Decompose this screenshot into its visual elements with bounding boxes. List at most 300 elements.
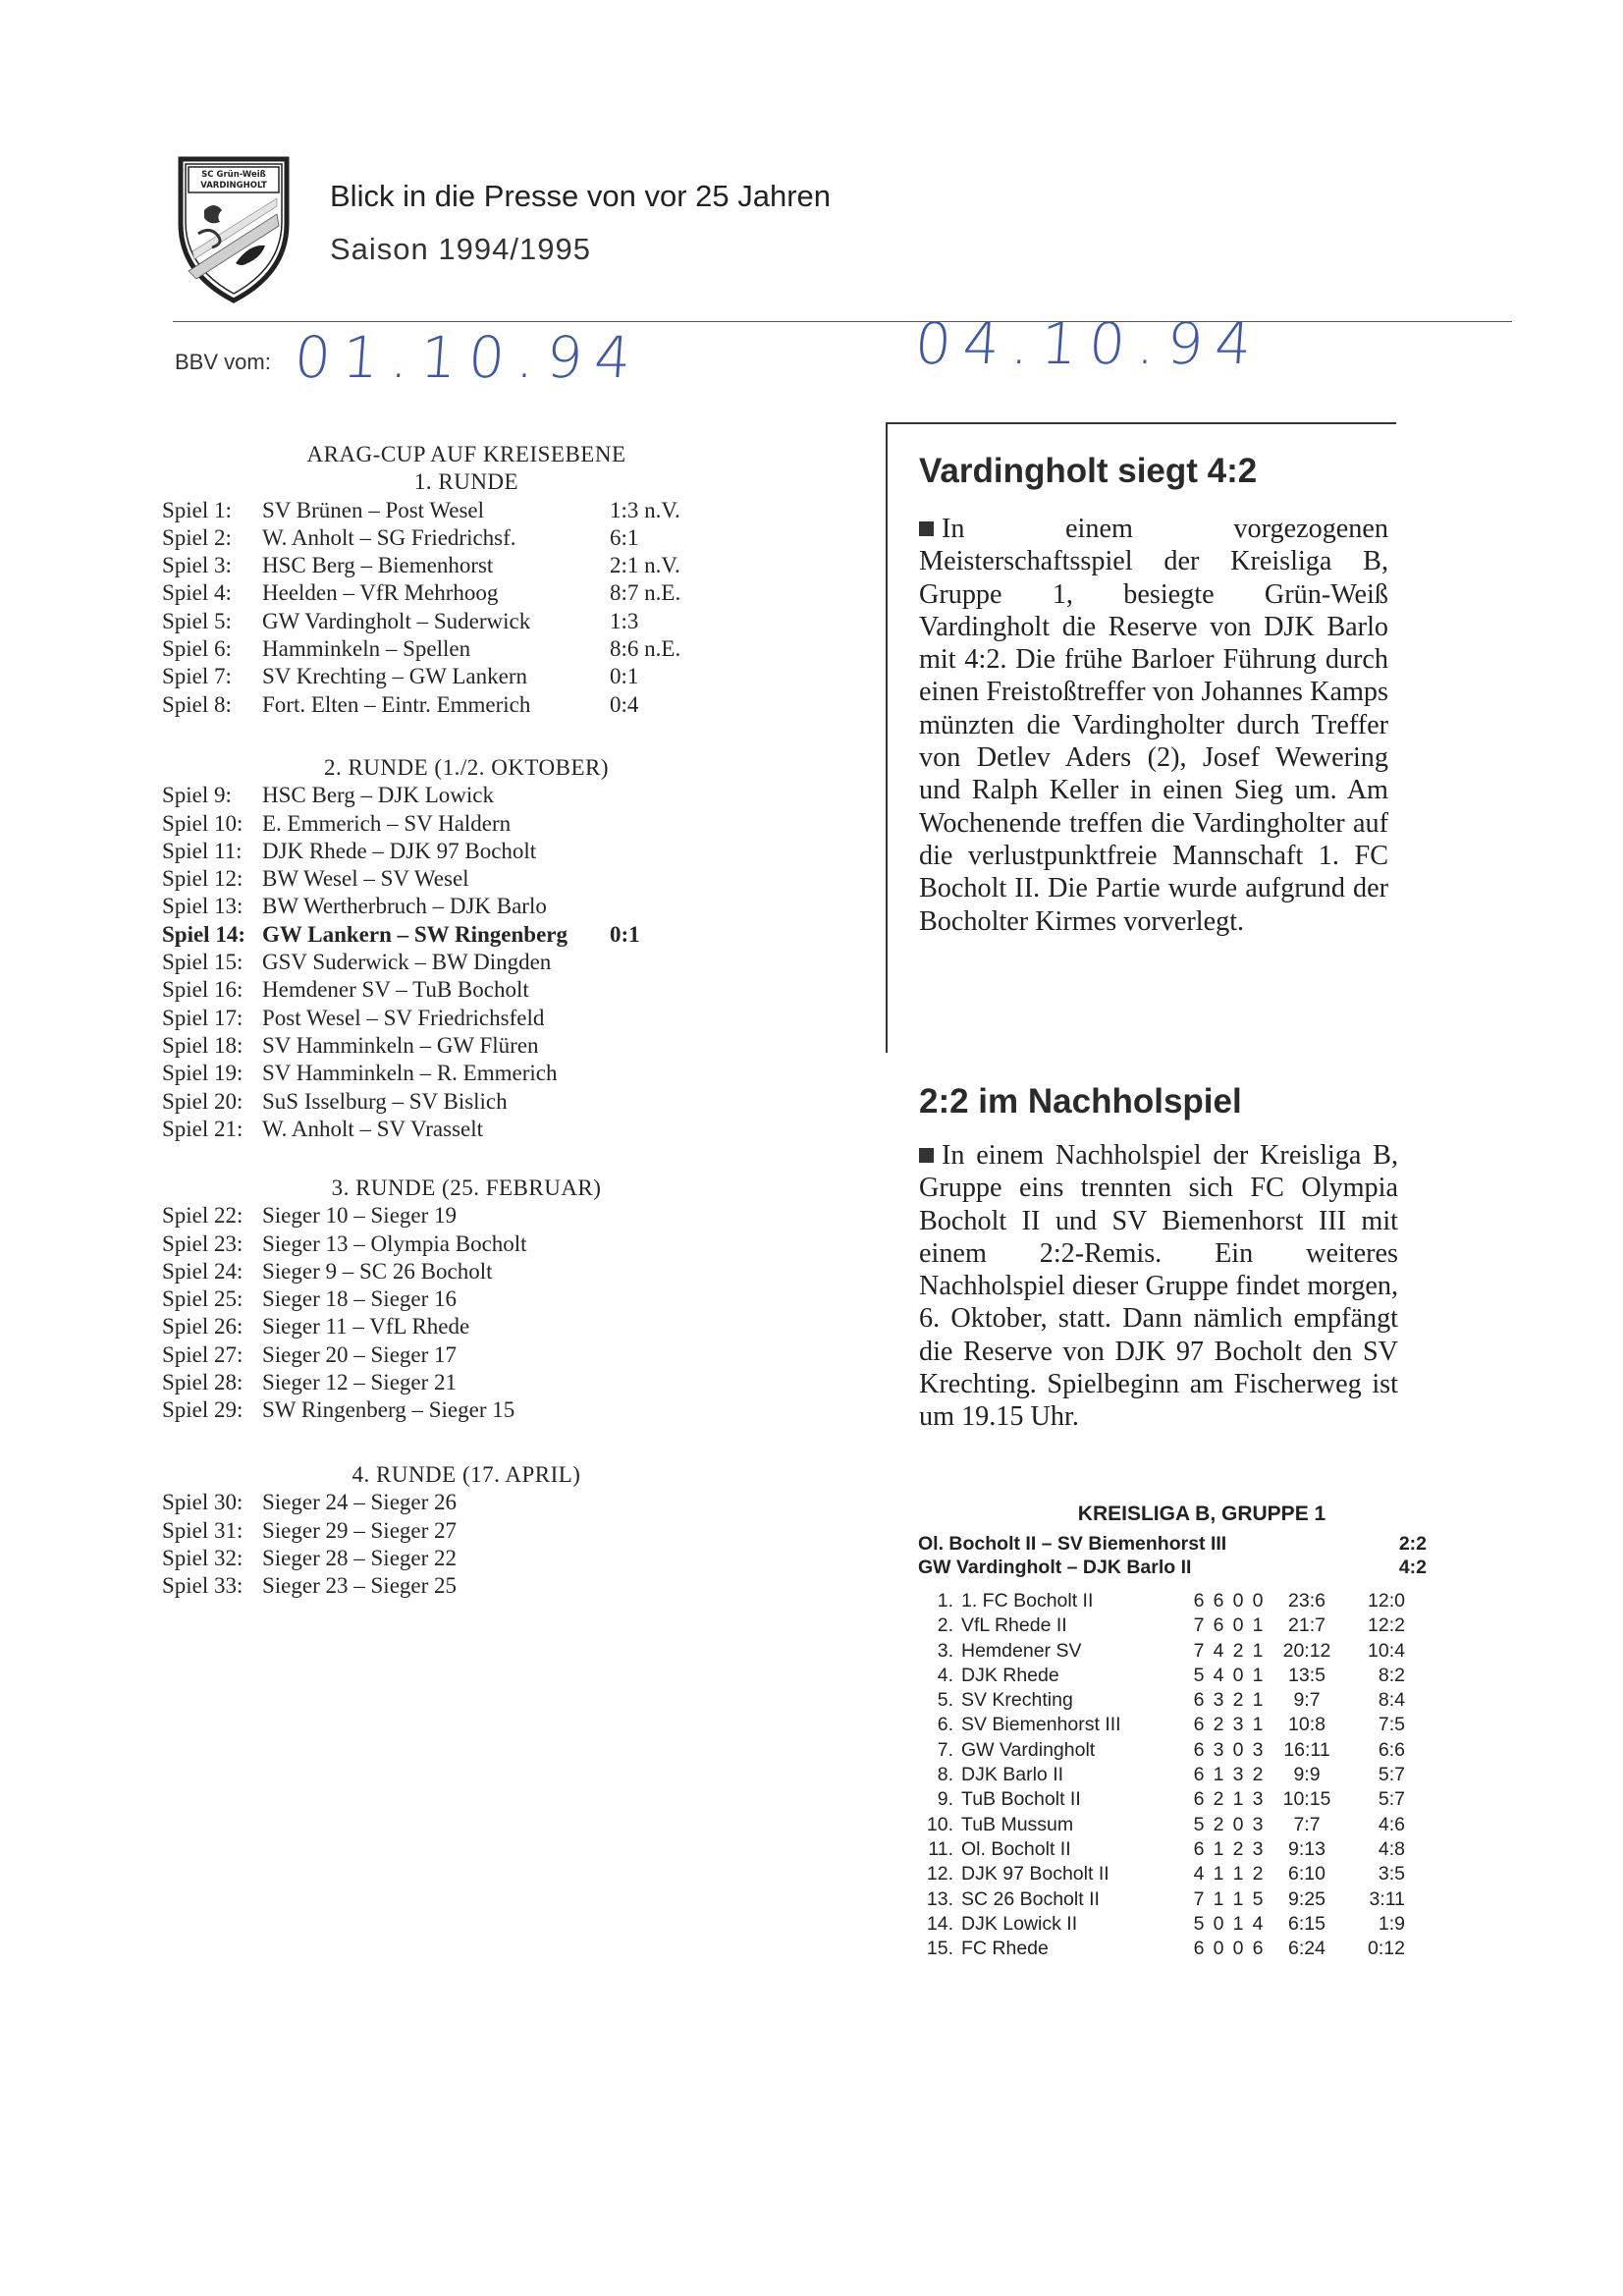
fixture-result — [610, 1517, 712, 1545]
fixture-label: Spiel 30: — [162, 1490, 243, 1515]
standing-wins: 1 — [1213, 1837, 1224, 1860]
standing-rank: 1. — [937, 1590, 953, 1612]
fixture-teams: Sieger 13 – Olympia Bocholt — [262, 1230, 527, 1256]
standing-losses: 3 — [1252, 1837, 1264, 1860]
fixture-teams: Sieger 11 – VfL Rhede — [262, 1314, 470, 1339]
fixture-row — [162, 1545, 712, 1572]
table-row — [918, 1837, 1427, 1862]
table-row — [918, 1862, 1427, 1886]
fixture-row — [162, 1202, 712, 1230]
fixture-result — [610, 1341, 712, 1369]
fixture-teams: Hemdener SV – TuB Bocholt — [262, 977, 529, 1003]
article-1-body — [919, 513, 1388, 938]
standing-team: DJK 97 Bocholt II — [961, 1863, 1109, 1886]
fixture-label: Spiel 4: — [162, 580, 232, 606]
fixture-label: Spiel 8: — [162, 691, 232, 717]
standing-draws: 0 — [1232, 1738, 1244, 1761]
standing-rank: 13. — [926, 1887, 953, 1910]
fixture-row — [162, 579, 712, 607]
fixture-label: Spiel 13: — [162, 894, 243, 919]
article-1-headline: Vardingholt siegt 4:2 — [919, 452, 1258, 490]
fixture-teams: Sieger 20 – Sieger 17 — [262, 1341, 458, 1367]
standing-team: SV Krechting — [961, 1689, 1073, 1712]
crest-text-line2: VARDINGHOLT — [200, 181, 267, 191]
standing-draws: 0 — [1232, 1813, 1244, 1835]
fixture-label: Spiel 3: — [162, 553, 232, 578]
fixture-teams: Sieger 24 – Sieger 26 — [262, 1490, 458, 1515]
fixture-row — [162, 663, 712, 690]
standing-losses: 1 — [1252, 1664, 1264, 1686]
standing-wins: 1 — [1213, 1764, 1224, 1786]
standing-games: 6 — [1193, 1788, 1205, 1811]
standing-goals: 6:15 — [1288, 1912, 1325, 1935]
standing-losses: 6 — [1252, 1938, 1264, 1960]
standing-team: TuB Bocholt II — [961, 1788, 1081, 1811]
standing-rank: 5. — [937, 1689, 953, 1712]
fixture-row — [162, 1285, 712, 1313]
fixture-row — [162, 1341, 712, 1369]
fixture-result: 6:1 — [610, 524, 639, 550]
fixture-label: Spiel 17: — [162, 1005, 243, 1030]
fixture-row — [162, 635, 712, 663]
standing-goals: 10:15 — [1282, 1788, 1331, 1811]
table-row — [918, 1664, 1427, 1688]
fixture-row — [162, 976, 712, 1004]
fixture-result — [610, 810, 712, 838]
cup-round-1 — [162, 441, 712, 719]
standing-goals: 6:24 — [1288, 1938, 1325, 1960]
standing-rank: 10. — [926, 1813, 953, 1835]
standing-games: 6 — [1193, 1738, 1205, 1761]
fixture-label: Spiel 29: — [162, 1397, 243, 1423]
fixture-teams: W. Anholt – SV Vrasselt — [262, 1116, 484, 1141]
standing-points: 3:11 — [1369, 1887, 1405, 1910]
fixture-result — [610, 782, 712, 809]
standing-rank: 3. — [937, 1639, 953, 1662]
standing-points: 0:12 — [1368, 1938, 1405, 1960]
fixture-teams: SV Brünen – Post Wesel — [262, 497, 485, 522]
fixture-label: Spiel 18: — [162, 1032, 243, 1058]
standing-rank: 11. — [928, 1837, 953, 1860]
article-2-headline: 2:2 im Nachholspiel — [919, 1082, 1242, 1121]
standing-draws: 3 — [1232, 1714, 1244, 1736]
standing-goals: 9:13 — [1288, 1837, 1325, 1860]
match-score: 4:2 — [1398, 1557, 1427, 1578]
fixture-teams: SuS Isselburg – SV Bislich — [262, 1088, 508, 1114]
fixture-result: 8:6 n.E. — [610, 636, 681, 662]
standing-rank: 7. — [937, 1738, 953, 1761]
standing-rank: 14. — [926, 1912, 953, 1935]
table-row — [918, 1937, 1427, 1961]
article-1-text: In einem vorgezogenen Meisterschaftsspiel der Kreisliga B, Gruppe 1, besiegte Grün-Weiß Vardingholt die Reserve von DJK Barlo mit 4:2. Die frühe Barloer Führung durch einen Freistoßtreffer von Johannes Kamps münzten die Vardingholter durch Treffer von Detlev Aders (2), Josef Wewering und Ralph Keller in einen Sieg um. Am Wochenende treffen die Vardingholter auf die verlustpunktfreie Mannschaft 1. FC Bocholt II. Die Partie wurde aufgrund der Bocholter Kirmes vorverlegt. — [919, 514, 1388, 937]
article-2-body — [919, 1139, 1398, 1434]
standing-rank: 9. — [937, 1788, 953, 1811]
standing-losses: 1 — [1252, 1614, 1264, 1637]
header-season: Saison 1994/1995 — [330, 232, 591, 266]
standing-wins: 0 — [1213, 1912, 1224, 1935]
fixture-row — [162, 1396, 712, 1424]
standing-wins: 1 — [1213, 1887, 1224, 1910]
cup-title: ARAG-CUP AUF KREISEBENE — [306, 442, 626, 466]
fixture-row — [162, 524, 712, 552]
standing-games: 6 — [1193, 1837, 1205, 1860]
fixture-label: Spiel 24: — [162, 1258, 243, 1284]
fixture-teams: W. Anholt – SG Friedrichsf. — [262, 524, 516, 550]
fixture-teams: GW Lankern – SW Ringenberg — [262, 921, 568, 947]
standing-wins: 4 — [1213, 1639, 1224, 1662]
fixture-row — [162, 1517, 712, 1545]
standing-rank: 8. — [937, 1764, 953, 1786]
standing-goals: 7:7 — [1293, 1813, 1321, 1835]
fixture-label: Spiel 19: — [162, 1061, 243, 1086]
standing-team: Ol. Bocholt II — [961, 1837, 1071, 1860]
fixture-row — [162, 608, 712, 635]
fixture-teams: E. Emmerich – SV Haldern — [262, 810, 512, 836]
fixture-label: Spiel 7: — [162, 664, 232, 689]
standing-goals: 10:8 — [1288, 1714, 1325, 1736]
fixture-teams: Sieger 9 – SC 26 Bocholt — [262, 1258, 493, 1284]
fixture-result: 2:1 n.V. — [610, 553, 680, 578]
table-row — [918, 1813, 1427, 1837]
fixture-row — [162, 1369, 712, 1396]
fixture-label: Spiel 2: — [162, 524, 232, 550]
standing-games: 6 — [1193, 1689, 1205, 1712]
standing-losses: 0 — [1252, 1590, 1264, 1612]
fixture-teams: Sieger 29 – Sieger 27 — [262, 1517, 458, 1543]
standing-draws: 0 — [1232, 1614, 1244, 1637]
fixture-row — [162, 691, 712, 719]
fixture-label: Spiel 22: — [162, 1203, 243, 1229]
standing-wins: 6 — [1213, 1614, 1224, 1637]
fixture-result: 0:1 — [610, 921, 640, 947]
fixture-teams: SV Hamminkeln – GW Flüren — [262, 1032, 539, 1058]
standing-team: DJK Lowick II — [961, 1912, 1078, 1935]
bbv-date-label: BBV vom: — [175, 350, 271, 374]
paragraph-bullet-icon — [919, 521, 934, 536]
fixture-label: Spiel 10: — [162, 810, 243, 836]
standing-losses: 1 — [1252, 1689, 1264, 1712]
round-heading: 1. RUNDE — [413, 469, 519, 495]
standing-points: 5:7 — [1378, 1764, 1405, 1786]
standing-draws: 1 — [1232, 1912, 1244, 1935]
fixture-row — [162, 1032, 712, 1060]
standing-wins: 2 — [1213, 1788, 1224, 1811]
fixture-row — [162, 865, 712, 893]
fixture-teams: GSV Suderwick – BW Dingden — [262, 950, 552, 975]
fixture-row — [162, 1060, 712, 1087]
fixture-label: Spiel 31: — [162, 1517, 243, 1543]
cup-round-4 — [162, 1461, 712, 1600]
fixture-result: 0:4 — [610, 691, 639, 717]
standing-draws: 3 — [1232, 1764, 1244, 1786]
match-teams: GW Vardingholt – DJK Barlo II — [918, 1557, 1192, 1578]
standing-goals: 21:7 — [1288, 1614, 1325, 1637]
fixture-label: Spiel 15: — [162, 950, 243, 975]
fixture-label: Spiel 26: — [162, 1314, 243, 1339]
fixture-teams: Sieger 10 – Sieger 19 — [262, 1203, 458, 1229]
match-result-row — [918, 1532, 1427, 1556]
fixture-result — [610, 1202, 712, 1230]
standing-games: 5 — [1193, 1813, 1205, 1835]
fixture-result: 1:3 n.V. — [610, 497, 680, 522]
standing-games: 4 — [1193, 1863, 1205, 1886]
crest-text-line1: SC Grün-Weiß — [201, 170, 266, 180]
league-table — [918, 1503, 1427, 1961]
standing-team: DJK Barlo II — [961, 1764, 1064, 1786]
standing-games: 6 — [1193, 1714, 1205, 1736]
fixture-row — [162, 1230, 712, 1258]
fixture-result — [610, 1258, 712, 1285]
fixture-result — [610, 1545, 712, 1572]
fixture-teams: SV Krechting – GW Lankern — [262, 664, 527, 689]
standing-goals: 9:25 — [1288, 1887, 1325, 1910]
fixture-result: 8:7 n.E. — [610, 580, 681, 606]
fixture-result: 1:3 — [610, 608, 639, 633]
standing-points: 3:5 — [1378, 1863, 1405, 1886]
standing-points: 7:5 — [1378, 1714, 1405, 1736]
standing-games: 6 — [1193, 1590, 1205, 1612]
standing-draws: 2 — [1232, 1639, 1244, 1662]
standing-wins: 3 — [1213, 1689, 1224, 1712]
standing-draws: 1 — [1232, 1887, 1244, 1910]
fixture-result — [610, 1032, 712, 1060]
fixture-result — [610, 949, 712, 976]
standing-draws: 0 — [1232, 1590, 1244, 1612]
standing-points: 1:9 — [1378, 1912, 1405, 1935]
fixture-teams: Sieger 12 – Sieger 21 — [262, 1370, 458, 1395]
match-result-row — [918, 1556, 1427, 1579]
table-row — [918, 1639, 1427, 1664]
table-row — [918, 1738, 1427, 1763]
fixture-result — [610, 1572, 712, 1600]
standing-team: SV Biemenhorst III — [961, 1714, 1121, 1736]
fixture-teams: GW Vardingholt – Suderwick — [262, 608, 531, 633]
standing-team: SC 26 Bocholt II — [961, 1887, 1100, 1910]
standing-team: TuB Mussum — [961, 1813, 1074, 1835]
fixture-label: Spiel 27: — [162, 1341, 243, 1367]
standing-wins: 2 — [1213, 1714, 1224, 1736]
standing-wins: 0 — [1213, 1938, 1224, 1960]
round-heading: 3. RUNDE (25. FEBRUAR) — [331, 1175, 602, 1200]
fixture-teams: HSC Berg – DJK Lowick — [262, 783, 494, 808]
fixture-label: Spiel 16: — [162, 977, 243, 1003]
fixture-label: Spiel 21: — [162, 1116, 243, 1141]
standing-games: 6 — [1193, 1764, 1205, 1786]
standing-rank: 6. — [937, 1714, 953, 1736]
table-row — [918, 1613, 1427, 1638]
standing-wins: 1 — [1213, 1863, 1224, 1886]
fixture-row — [162, 838, 712, 865]
standing-games: 5 — [1193, 1912, 1205, 1935]
standing-rank: 15. — [926, 1938, 953, 1960]
fixture-row — [162, 782, 712, 809]
standing-games: 7 — [1193, 1639, 1205, 1662]
fixture-result — [610, 1230, 712, 1258]
standing-wins: 4 — [1213, 1664, 1224, 1686]
table-row — [918, 1688, 1427, 1713]
fixture-result — [610, 1489, 712, 1516]
standing-goals: 9:7 — [1293, 1689, 1321, 1712]
standing-games: 7 — [1193, 1614, 1205, 1637]
standing-goals: 23:6 — [1288, 1590, 1325, 1612]
fixture-teams: Post Wesel – SV Friedrichsfeld — [262, 1005, 545, 1030]
paragraph-bullet-icon — [919, 1148, 934, 1163]
match-score: 2:2 — [1398, 1533, 1427, 1555]
fixture-result — [610, 1116, 712, 1143]
handwritten-date-left: 01.10.94 — [292, 324, 645, 391]
fixture-teams: Fort. Elten – Eintr. Emmerich — [262, 691, 531, 717]
fixture-result — [610, 893, 712, 920]
standing-rank: 12. — [926, 1863, 953, 1886]
fixture-teams: Sieger 18 – Sieger 16 — [262, 1286, 458, 1312]
fixture-row — [162, 1572, 712, 1600]
standing-goals: 13:5 — [1288, 1664, 1325, 1686]
fixture-result — [610, 865, 712, 893]
standing-goals: 6:10 — [1288, 1863, 1325, 1886]
round-heading: 2. RUNDE (1./2. OKTOBER) — [323, 755, 610, 780]
fixture-result — [610, 1060, 712, 1087]
standing-points: 12:0 — [1368, 1590, 1405, 1612]
fixture-teams: Sieger 23 – Sieger 25 — [262, 1573, 458, 1599]
standing-points: 5:7 — [1378, 1788, 1405, 1811]
fixture-teams: Heelden – VfR Mehrhoog — [262, 580, 499, 606]
standing-draws: 1 — [1232, 1863, 1244, 1886]
fixture-result: 0:1 — [610, 664, 639, 689]
standing-losses: 2 — [1252, 1764, 1264, 1786]
standing-team: 1. FC Bocholt II — [961, 1590, 1094, 1612]
standing-losses: 1 — [1252, 1714, 1264, 1736]
standing-team: VfL Rhede II — [961, 1614, 1067, 1637]
standing-losses: 3 — [1252, 1738, 1264, 1761]
fixture-label: Spiel 1: — [162, 497, 232, 522]
standing-team: GW Vardingholt — [961, 1738, 1096, 1761]
standing-points: 4:8 — [1378, 1837, 1405, 1860]
standing-points: 12:2 — [1368, 1614, 1405, 1637]
standing-draws: 0 — [1232, 1938, 1244, 1960]
fixture-teams: Sieger 28 – Sieger 22 — [262, 1545, 458, 1570]
standing-goals: 16:11 — [1283, 1738, 1330, 1761]
fixture-label: Spiel 12: — [162, 866, 243, 892]
cup-round-2 — [162, 754, 712, 1143]
standing-games: 6 — [1193, 1938, 1205, 1960]
standing-draws: 2 — [1232, 1837, 1244, 1860]
fixture-teams: SV Hamminkeln – R. Emmerich — [262, 1061, 558, 1086]
club-crest-logo — [175, 155, 293, 304]
fixture-row — [162, 1088, 712, 1116]
fixture-teams: HSC Berg – Biemenhorst — [262, 553, 494, 578]
fixture-row — [162, 497, 712, 524]
standing-losses: 2 — [1252, 1863, 1264, 1886]
handwritten-date-right: 04.10.94 — [912, 310, 1266, 377]
match-teams: Ol. Bocholt II – SV Biemenhorst III — [918, 1533, 1227, 1555]
standing-rank: 4. — [937, 1664, 953, 1686]
fixture-label: Spiel 9: — [162, 783, 232, 808]
fixture-row — [162, 1116, 712, 1143]
standing-rank: 2. — [937, 1614, 953, 1637]
fixture-result — [610, 1088, 712, 1116]
round-heading: 4. RUNDE (17. APRIL) — [352, 1462, 581, 1487]
standing-games: 7 — [1193, 1887, 1205, 1910]
standing-wins: 2 — [1213, 1813, 1224, 1835]
table-row — [918, 1763, 1427, 1787]
standing-points: 4:6 — [1378, 1813, 1405, 1835]
fixture-teams: BW Wertherbruch – DJK Barlo — [262, 894, 547, 919]
fixture-result — [610, 838, 712, 865]
fixture-teams: DJK Rhede – DJK 97 Bocholt — [262, 838, 537, 863]
table-row — [918, 1713, 1427, 1737]
table-row — [918, 1787, 1427, 1812]
table-row — [918, 1589, 1427, 1613]
fixture-row — [162, 893, 712, 920]
fixture-result — [610, 1313, 712, 1340]
fixture-result — [610, 1285, 712, 1313]
fixture-label: Spiel 20: — [162, 1088, 243, 1114]
fixture-row — [162, 921, 712, 949]
standing-draws: 1 — [1232, 1788, 1244, 1811]
fixture-teams: SW Ringenberg – Sieger 15 — [262, 1397, 515, 1423]
standing-points: 10:4 — [1368, 1639, 1405, 1662]
standing-goals: 9:9 — [1293, 1764, 1321, 1786]
standing-losses: 3 — [1252, 1788, 1264, 1811]
fixture-row — [162, 1489, 712, 1516]
fixture-row — [162, 1005, 712, 1032]
fixture-result — [610, 1369, 712, 1396]
fixture-row — [162, 949, 712, 976]
fixture-result — [610, 1005, 712, 1032]
fixture-label: Spiel 33: — [162, 1573, 243, 1599]
article-2-text: In einem Nachholspiel der Kreisliga B, Gruppe eins trennten sich FC Olympia Bocholt II und SV Biemenhorst III mit einem 2:2-Remis. Ein weiteres Nachholspiel dieser Gruppe findet morgen, 6. Oktober, statt. Dann nämlich empfängt die Reserve von DJK 97 Bocholt den SV Krechting. Spielbeginn am Fischerweg ist um 19.15 Uhr. — [919, 1140, 1398, 1433]
standing-draws: 2 — [1232, 1689, 1244, 1712]
league-title: KREISLIGA B, GRUPPE 1 — [1077, 1503, 1326, 1525]
standing-points: 6:6 — [1378, 1738, 1405, 1761]
fixture-row — [162, 552, 712, 579]
fixture-label: Spiel 11: — [162, 838, 243, 863]
fixture-row — [162, 1313, 712, 1340]
fixture-teams: BW Wesel – SV Wesel — [262, 866, 469, 892]
standing-goals: 20:12 — [1282, 1639, 1331, 1662]
standing-losses: 3 — [1252, 1813, 1264, 1835]
fixture-result — [610, 976, 712, 1004]
fixture-label: Spiel 28: — [162, 1370, 243, 1395]
fixture-row — [162, 1258, 712, 1285]
fixture-label: Spiel 25: — [162, 1286, 243, 1312]
header-title: Blick in die Presse von vor 25 Jahren — [330, 179, 832, 213]
standing-losses: 5 — [1252, 1887, 1264, 1910]
standing-losses: 1 — [1252, 1639, 1264, 1662]
fixture-label: Spiel 32: — [162, 1545, 243, 1570]
standing-team: FC Rhede — [961, 1938, 1049, 1960]
fixture-label: Spiel 5: — [162, 608, 232, 633]
header-divider — [173, 321, 1512, 322]
fixture-teams: Hamminkeln – Spellen — [262, 636, 471, 662]
fixture-label: Spiel 6: — [162, 636, 232, 662]
fixture-row — [162, 810, 712, 838]
table-row — [918, 1912, 1427, 1937]
standing-draws: 0 — [1232, 1664, 1244, 1686]
standing-team: DJK Rhede — [961, 1664, 1059, 1686]
standing-wins: 3 — [1213, 1738, 1224, 1761]
standing-games: 5 — [1193, 1664, 1205, 1686]
standing-points: 8:2 — [1378, 1664, 1405, 1686]
fixture-label: Spiel 14: — [162, 921, 245, 947]
fixture-result — [610, 1396, 712, 1424]
table-row — [918, 1887, 1427, 1912]
standing-team: Hemdener SV — [961, 1639, 1082, 1662]
cup-round-3 — [162, 1175, 712, 1425]
standing-wins: 6 — [1213, 1590, 1224, 1612]
fixture-label: Spiel 23: — [162, 1230, 243, 1256]
standing-losses: 4 — [1252, 1912, 1264, 1935]
